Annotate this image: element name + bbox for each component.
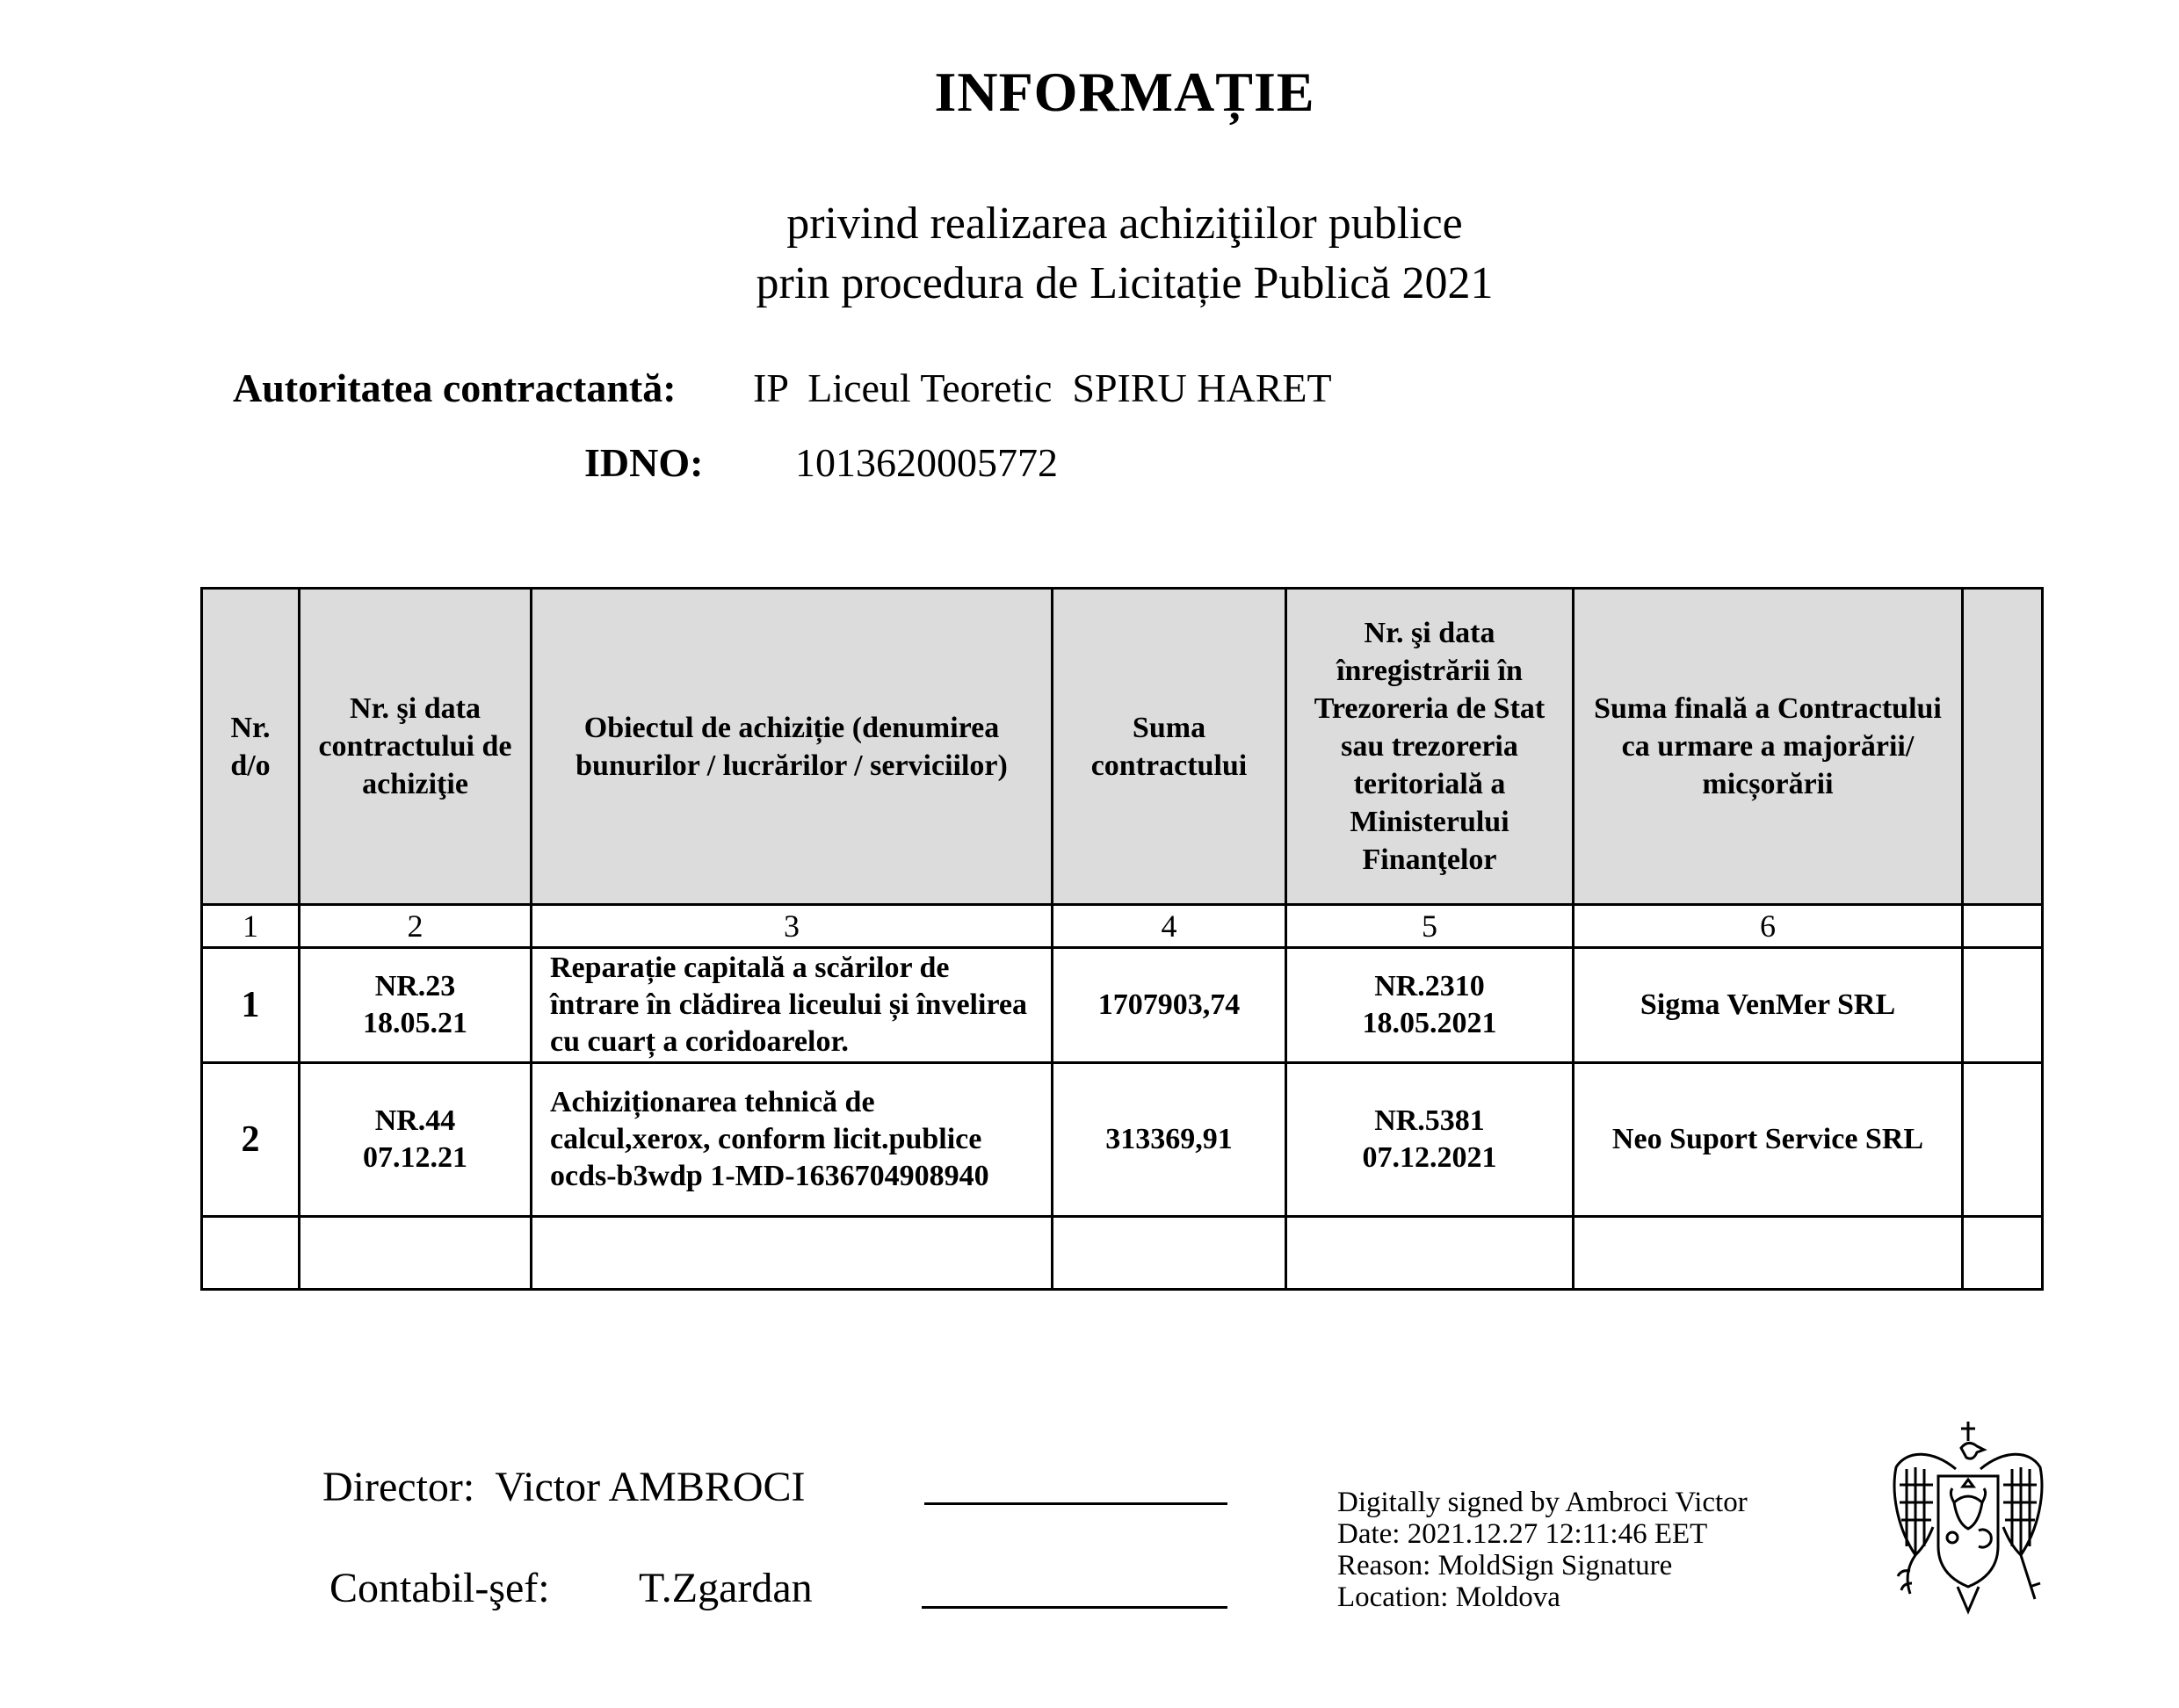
row-final: Neo Suport Service SRL (1574, 1063, 1963, 1217)
row-nr: 1 (202, 948, 300, 1063)
contracts-table (200, 587, 2044, 1291)
row-nr: 2 (202, 1063, 300, 1217)
director-signature-line (924, 1502, 1227, 1505)
header-final-sum: Suma finală a Contractului ca urmare a majorării/ micșorării (1574, 589, 1963, 905)
row-object: Reparație capitală a scărilor de întrare în clădirea liceului și învelirea cu cuarț a coridoarelor. (532, 948, 1053, 1063)
row-final: Sigma VenMer SRL (1574, 948, 1963, 1063)
column-number (1963, 905, 2043, 948)
header-nr: Nr. d/o (202, 589, 300, 905)
header-sum: Suma contractului (1053, 589, 1286, 905)
empty-cell (1286, 1217, 1574, 1290)
row-sum: 313369,91 (1053, 1063, 1286, 1217)
table-row (202, 948, 2043, 1063)
header-contract: Nr. şi data contractului de achiziţie (300, 589, 532, 905)
accountant-label: Contabil-şef: (329, 1565, 550, 1611)
accountant-name: T.Zgardan (639, 1565, 813, 1611)
authority-label: Autoritatea contractantă: (233, 365, 677, 410)
row-extra (1963, 1063, 2043, 1217)
row-contract (300, 1063, 532, 1217)
empty-cell (532, 1217, 1053, 1290)
row-extra (1963, 948, 2043, 1063)
treasury-date: 18.05.2021 (1362, 1007, 1497, 1039)
empty-cell (1053, 1217, 1286, 1290)
moldova-coat-of-arms-icon (1880, 1415, 2056, 1625)
row-sum: 1707903,74 (1053, 948, 1286, 1063)
signature-signer: Digitally signed by Ambroci Victor (1337, 1487, 1748, 1518)
column-number: 6 (1574, 905, 1963, 948)
header-object: Obiectul de achiziție (denumirea bunurilor / lucrărilor / serviciilor) (532, 589, 1053, 905)
row-contract (300, 948, 532, 1063)
treasury-number: NR.5381 (1374, 1104, 1485, 1137)
document-title: INFORMAȚIE (934, 61, 1315, 123)
header-treasury: Nr. şi data înregistrării în Trezoreria de Stat sau trezoreria teritorială a Ministerului Finanţelor (1286, 589, 1574, 905)
row-treasury (1286, 1063, 1574, 1217)
digital-signature-block (1337, 1487, 1748, 1613)
empty-cell (300, 1217, 532, 1290)
empty-cell (202, 1217, 300, 1290)
column-number: 1 (202, 905, 300, 948)
column-number-row (202, 905, 2043, 948)
authority-value: IP Liceul Teoretic SPIRU HARET (753, 365, 1332, 410)
contract-date: 18.05.21 (363, 1007, 467, 1039)
contract-date: 07.12.21 (363, 1141, 467, 1174)
director-label: Director: Victor AMBROCI (322, 1464, 806, 1510)
contract-number: NR.44 (374, 1104, 456, 1137)
row-object: Achiziționarea tehnică de calcul,xerox, conform licit.publice ocds-b3wdp 1-MD-1636704908940 (532, 1063, 1053, 1217)
treasury-number: NR.2310 (1374, 970, 1485, 1002)
table-row-empty (202, 1217, 2043, 1290)
signature-date: Date: 2021.12.27 12:11:46 EET (1337, 1518, 1708, 1550)
document-subtitle-line2: prin procedura de Licitație Publică 2021 (756, 258, 1494, 308)
idno-value: 1013620005772 (795, 440, 1058, 485)
accountant-signature-line (922, 1606, 1227, 1609)
signature-location: Location: Moldova (1337, 1581, 1560, 1613)
table-row (202, 1063, 2043, 1217)
empty-cell (1963, 1217, 2043, 1290)
column-number: 5 (1286, 905, 1574, 948)
column-number: 4 (1053, 905, 1286, 948)
header-extra (1963, 589, 2043, 905)
contract-number: NR.23 (374, 970, 456, 1002)
document-subtitle-line1: privind realizarea achiziţiilor publice (786, 199, 1463, 249)
column-number: 2 (300, 905, 532, 948)
row-treasury (1286, 948, 1574, 1063)
empty-cell (1574, 1217, 1963, 1290)
treasury-date: 07.12.2021 (1362, 1141, 1497, 1174)
idno-label: IDNO: (584, 440, 704, 485)
table-header-row (202, 589, 2043, 905)
signature-reason: Reason: MoldSign Signature (1337, 1550, 1673, 1581)
column-number: 3 (532, 905, 1053, 948)
